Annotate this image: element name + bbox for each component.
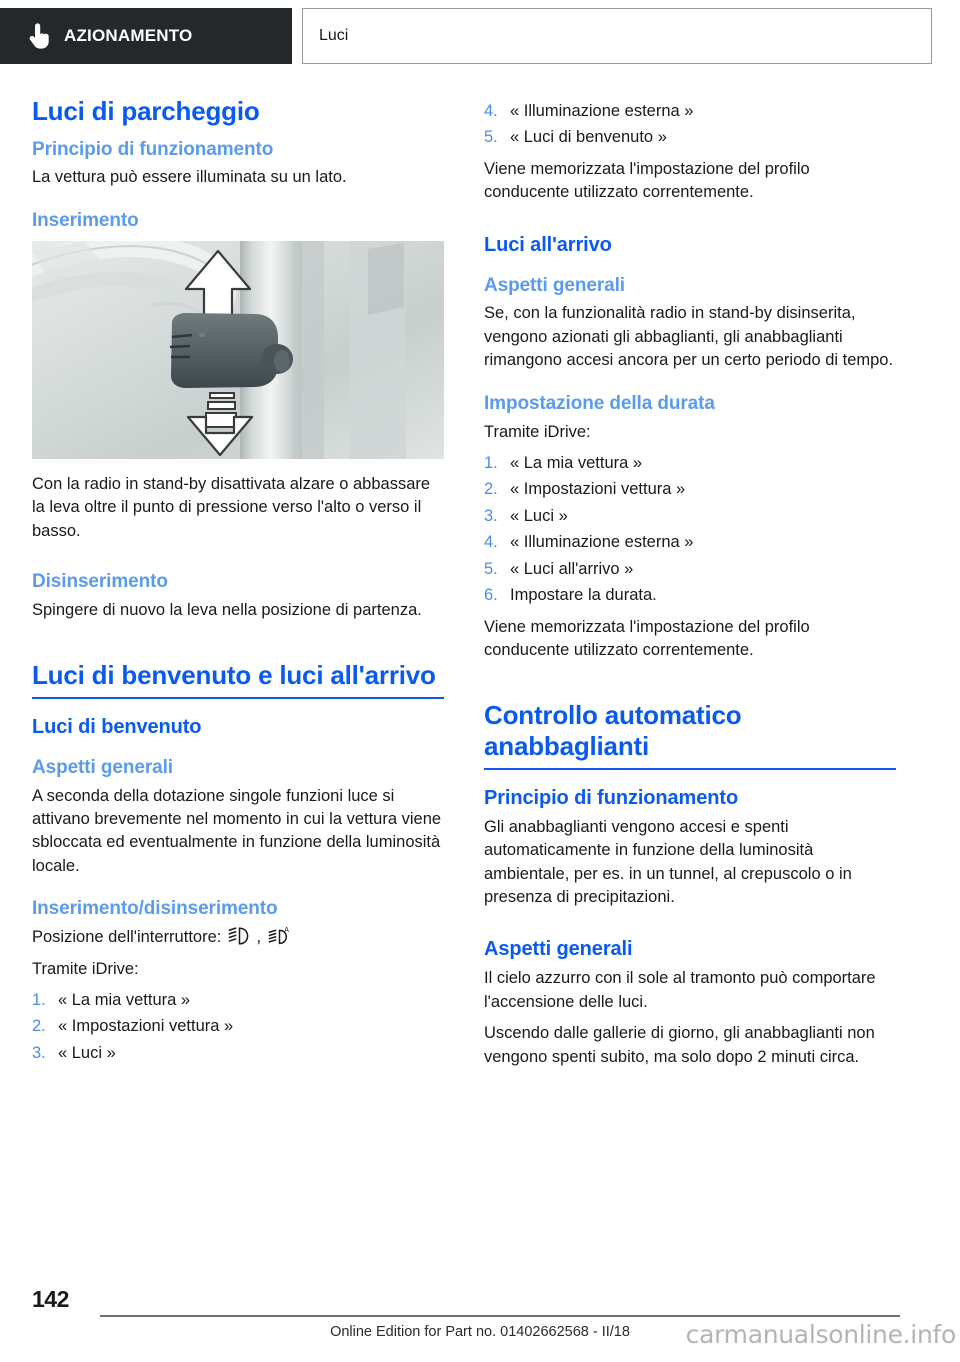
paragraph-aspetti-controllo-2: Uscendo dalle gallerie di giorno, gli anabbaglianti non vengono spenti subito, ma solo dopo 2 minuti circa. [484,1024,875,1066]
heading-luci-di-benvenuto: Luci di benvenuto [32,715,202,738]
step-text: « Luci all'arrivo » [510,559,634,578]
pointing-hand-icon [28,23,50,49]
paragraph-aspetti-generali-arrivo: Se, con la funzionalità radio in stand-by disinserita, vengono azionati gli abbaglianti, gli anabbaglianti rimangono accesi ancora per un certo periodo di tempo. [484,304,894,370]
list-item [484,478,896,501]
spacer [484,263,896,275]
step-number: 6. [484,586,498,605]
automatic-headlight-icon [268,927,292,945]
step-text: « Illuminazione esterna » [510,533,694,552]
step-number: 1. [484,453,498,472]
spacer [484,917,896,937]
stalk-lever-illustration [32,241,444,459]
heading-principio-di-funzionamento: Principio di funzionamento [32,138,274,160]
figure-stalk-lever [32,241,444,459]
spacer [32,551,444,571]
heading-aspetti-generali-controllo: Aspetti generali [484,938,633,961]
step-text: « Luci » [58,1043,116,1062]
list-item [484,531,896,554]
heading-impostazione-della-durata: Impostazione della durata [484,392,715,414]
heading-luci-di-parcheggio: Luci di parcheggio [32,96,260,126]
paragraph-principio-right: Gli anabbaglianti vengono accesi e spenti automaticamente in funzione della luminosità ambientale, per es. in un tunnel, al crepuscolo o in presenza di precipitazioni. [484,817,852,906]
list-item [484,584,896,607]
step-text: « La mia vettura » [58,990,191,1009]
step-number: 3. [484,506,498,525]
spacer [32,886,444,898]
heading-aspetti-generali-benvenuto: Aspetti generali [32,756,173,778]
step-text: « La mia vettura » [510,453,643,472]
svg-text:A: A [283,927,289,935]
step-number: 1. [32,990,46,1009]
step-number: 2. [484,480,498,499]
chapter-label: AZIONAMENTO [64,26,193,45]
paragraph-tramite-idrive-left: Tramite iDrive: [32,959,139,978]
step-number: 5. [484,559,498,578]
step-text: « Luci » [510,506,568,525]
spacer [484,670,896,700]
step-text: « Illuminazione esterna » [510,102,694,120]
heading-principio-di-funzionamento-right: Principio di funzionamento [484,786,739,809]
paragraph-tramite-idrive-right: Tramite iDrive: [484,422,591,441]
step-number: 5. [484,128,498,147]
spacer [32,198,444,210]
page-header [0,8,960,64]
list-item [32,1015,444,1038]
right-column [484,96,896,1077]
page-number: 142 [32,1286,69,1312]
step-text: « Impostazioni vettura » [510,480,686,499]
heading-inserimento-disinserimento: Inserimento/disinserimento [32,898,278,920]
paragraph-posizione-interruttore [32,926,444,949]
heading-aspetti-generali-arrivo: Aspetti generali [484,274,625,296]
page-footer [0,1272,960,1362]
low-beam-headlight-icon [228,927,250,945]
steps-list-benvenuto-continued [484,100,896,150]
chapter-tab[interactable] [0,8,292,64]
footer-divider [100,1315,900,1317]
list-item [484,505,896,528]
posizione-label: Posizione dell'interruttore: [32,928,222,947]
left-column [32,96,444,1073]
steps-list-benvenuto [32,989,444,1065]
heading-disinserimento: Disinserimento [32,570,168,592]
step-number: 3. [32,1043,46,1062]
spacer [484,213,896,233]
paragraph-aspetti-generali-benvenuto: A seconda della dotazione singole funzioni luce si attivano brevemente nel momento in cui la vettura viene sbloccata ed eventualmente in funzione della luminosità locale. [32,786,442,875]
heading-controllo-automatico-anabbaglianti: Controllo automatico anabbaglianti [484,700,896,769]
list-item [484,452,896,475]
paragraph-aspetti-controllo-1: Il cielo azzurro con il sole al tramonto può comportare l'accensione delle luci. [484,969,876,1011]
list-item [32,989,444,1012]
list-item [484,126,896,149]
steps-list-durata [484,452,896,608]
heading-luci-allarrivo: Luci all'arrivo [484,233,612,256]
footer-edition-note: Online Edition for Part no. 01402662568 - II/18 [330,1324,630,1340]
section-label: Luci [319,27,349,44]
list-item [484,558,896,581]
list-item [484,100,896,123]
paragraph-principio: La vettura può essere illuminata su un lato. [32,168,347,187]
step-text: « Impostazioni vettura » [58,1017,234,1036]
heading-inserimento: Inserimento [32,209,139,231]
heading-luci-di-benvenuto-e-luci-allarrivo: Luci di benvenuto e luci all'arrivo [32,660,444,699]
icon-separator: , [256,928,262,947]
paragraph-memorizzata-2: Viene memorizzata l'impostazione del profilo conducente utilizzato correntemente. [484,617,810,659]
step-text: « Luci di benvenuto » [510,128,667,147]
spacer [32,745,444,757]
spacer [32,630,444,660]
spacer [484,381,896,393]
step-number: 4. [484,102,498,120]
paragraph-figure-caption: Con la radio in stand-by disattivata alzare o abbassare la leva oltre il punto di pressione verso l'alto o verso il basso. [32,474,431,540]
step-text: Impostare la durata. [510,586,657,605]
paragraph-memorizzata-1: Viene memorizzata l'impostazione del profilo conducente utilizzato correntemente. [484,159,810,202]
section-tab[interactable] [302,8,932,64]
step-number: 4. [484,533,498,552]
paragraph-disinserimento: Spingere di nuovo la leva nella posizione di partenza. [32,600,422,619]
watermark-text: carmanualsonline.info [685,1320,956,1349]
list-item [32,1042,444,1065]
step-number: 2. [32,1017,46,1036]
